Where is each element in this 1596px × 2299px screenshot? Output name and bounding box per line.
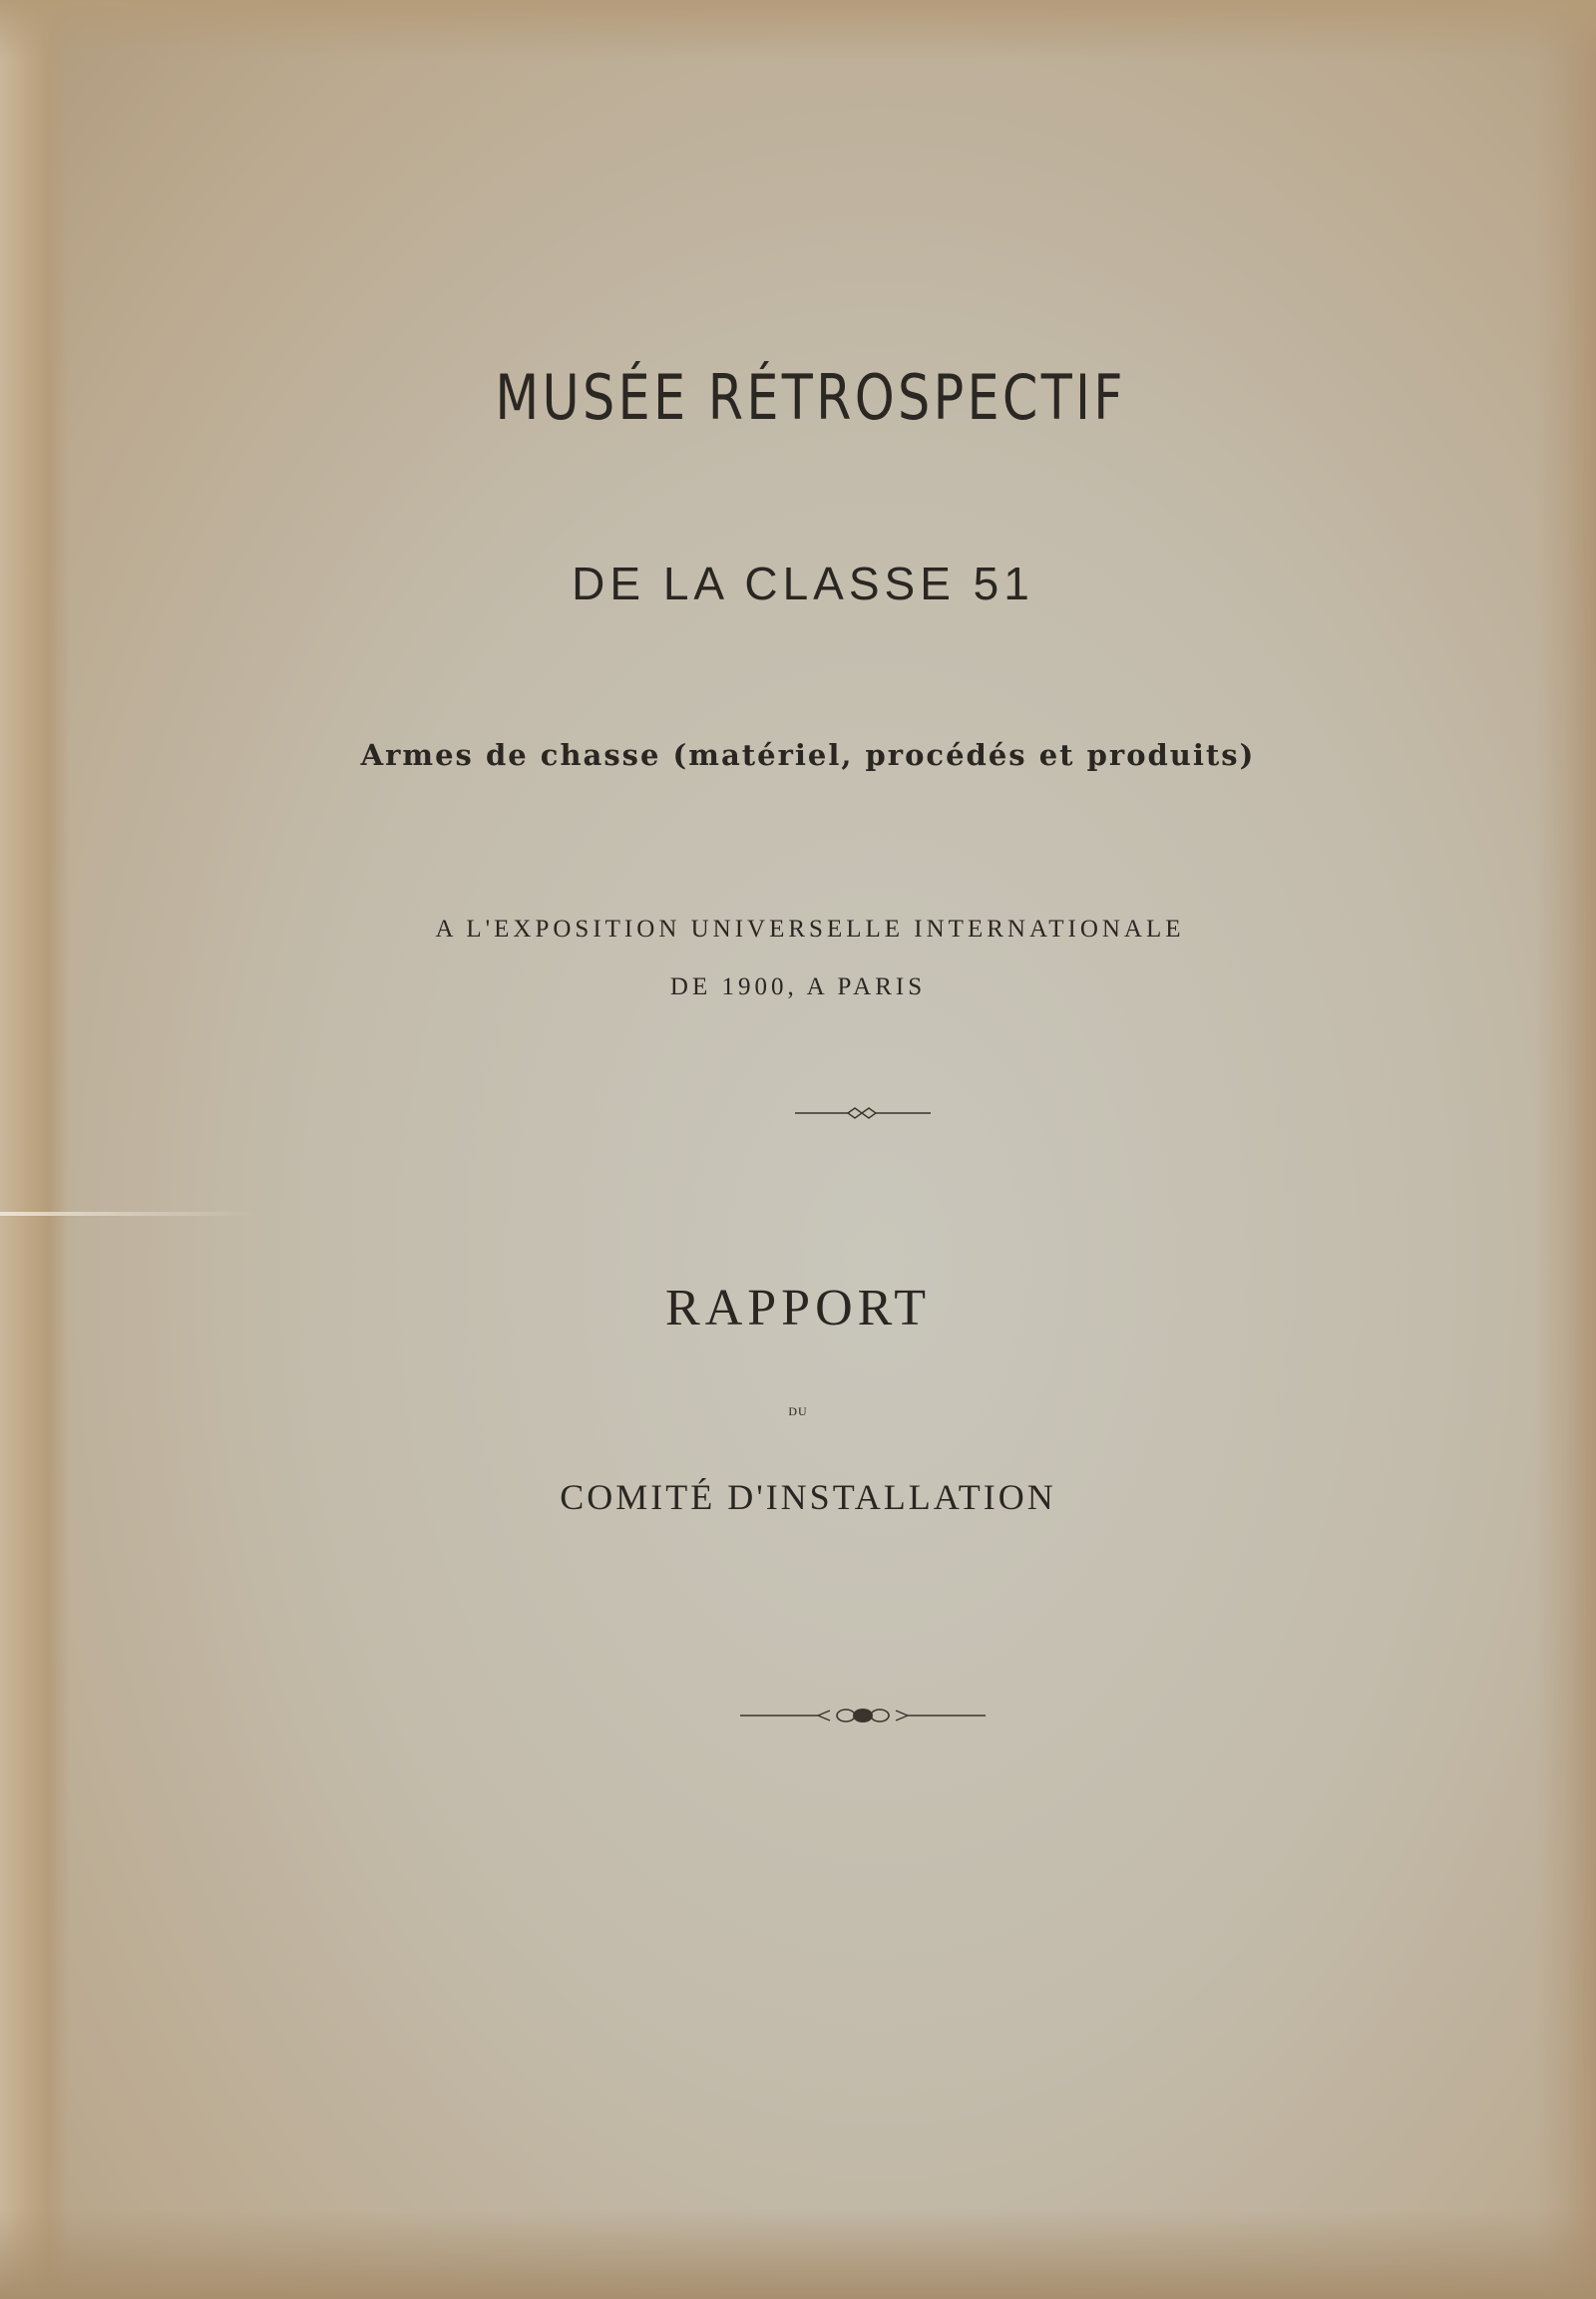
report-connector: DU	[788, 1404, 808, 1418]
cover-top-edge	[0, 0, 1596, 60]
report-title: RAPPORT	[665, 1280, 931, 1337]
cover-crease	[0, 1212, 259, 1216]
cover-exposition-line-2: DE 1900, A PARIS	[669, 973, 927, 1000]
cover-title: MUSÉE RÉTROSPECTIF	[495, 361, 1126, 434]
cover-class-line: DE LA CLASSE 51	[572, 558, 1034, 609]
ornament-divider-bottom	[738, 1701, 988, 1730]
cover-spine	[0, 0, 70, 2299]
cover-subtitle: Armes de chasse (matériel, procédés et produits)	[360, 738, 1256, 772]
cover-bottom-edge	[0, 2209, 1596, 2299]
cover-right-edge	[1536, 0, 1596, 2299]
cover-exposition-line-1: A L'EXPOSITION UNIVERSELLE INTERNATIONALE	[435, 916, 1185, 943]
ornament-divider-top	[793, 1101, 933, 1125]
committee-title: COMITÉ D'INSTALLATION	[560, 1477, 1056, 1517]
